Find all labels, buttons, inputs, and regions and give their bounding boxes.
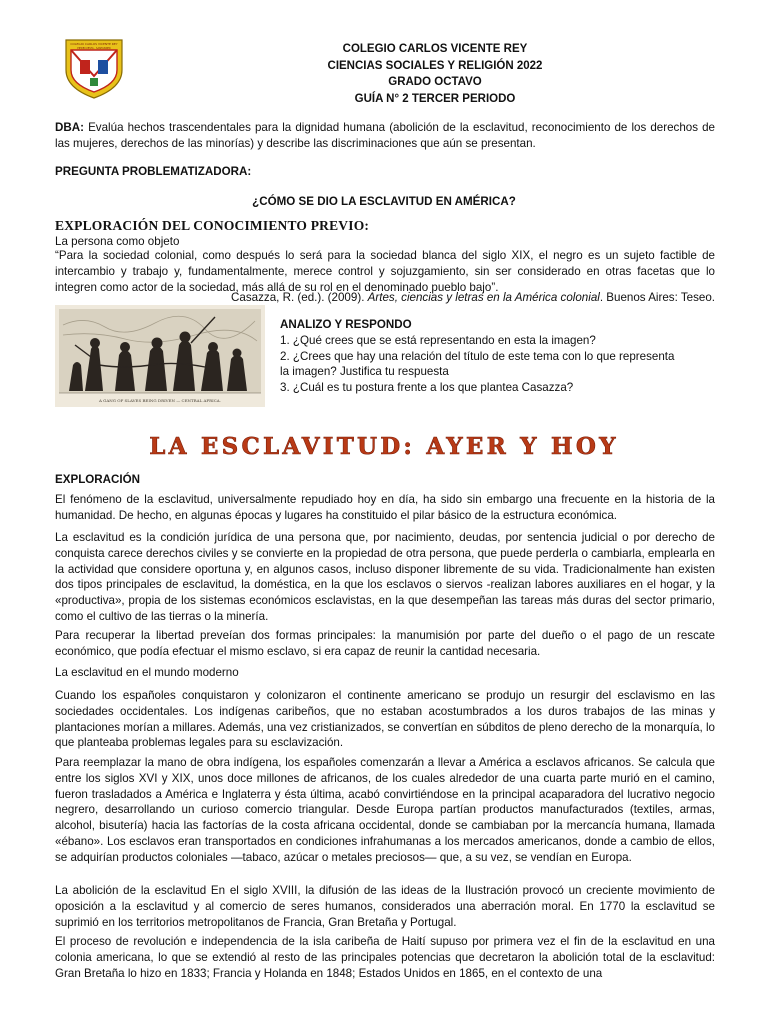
grade-name: GRADO OCTAVO [388, 76, 482, 88]
school-crest-logo [62, 36, 126, 100]
citation-title: Artes, ciencias y letras en la América colonial [367, 291, 600, 304]
analyze-question-1: 1. ¿Qué crees que se está representando en esta la imagen? [280, 333, 596, 347]
citation-author: Casazza, R. (ed.). (2009). [231, 291, 365, 304]
paragraph-4: Cuando los españoles conquistaron y colonizaron el continente americano se produjo un resurgir del esclavismo en las sociedades occidentales. Los indígenas caribeños, que no estaban acostumbrados a los duros trabajos de las minas y plantaciones morían a millares. Además, una vez cristianizados, se convertían en súbditos de pleno derecho de la monarquía, lo que planteaba problemas legales para su esclavización. [55, 689, 715, 750]
crest-bottom-text: PIEDECUESTA - SANTANDER [77, 47, 111, 50]
analyze-heading: ANALIZO Y RESPONDO [280, 318, 412, 331]
exploration-prev-subheading: La persona como objeto [55, 235, 180, 248]
dba-label: DBA: [55, 121, 84, 134]
analyze-question-2a: 2. ¿Crees que hay una relación del título de este tema con lo que representa [280, 349, 675, 363]
problem-question: ¿CÓMO SE DIO LA ESCLAVITUD EN AMÉRICA? [252, 195, 516, 208]
subject-name: CIENCIAS SOCIALES Y RELIGIÓN 2022 [327, 59, 543, 72]
paragraph-3: Para recuperar la libertad preveían dos formas principales: la manumisión por parte del dueño o el pago de un rescate económico, que podía efectuar el mismo esclavo, si era capaz de reunir la cantidad necesaria. [55, 629, 715, 658]
analyze-block [280, 317, 720, 396]
school-name: COLEGIO CARLOS VICENTE REY [342, 43, 528, 55]
illustration-caption: A GANG OF SLAVES BEING DRIVEN — CENTRAL AFRICA. [99, 398, 221, 403]
citation-place: . Buenos Aires: Teseo. [599, 291, 715, 304]
exploration-prev-heading: EXPLORACIÓN DEL CONOCIMIENTO PREVIO: [55, 218, 370, 233]
problem-label: PREGUNTA PROBLEMATIZADORA: [55, 165, 252, 178]
guide-name: GUÍA N° 2 TERCER PERIODO [354, 92, 516, 105]
paragraph-2: La esclavitud es la condición jurídica de una persona que, por nacimiento, deudas, por sentencia judicial o por derecho de conquista carece derechos civiles y se convierte en la propiedad de otra persona, que puede perderla o cambiarla, emplearla en la actividad que considere oportuna y, en algunos casos, incluso disponer libremente de su vida. Tradicionalmente han existen dos tipos principales de esclavitud, la doméstica, en la que los esclavos o siervos -realizan labores auxiliares en el hogar, y la «productiva», propia de los sistemas económicos esclavistas, en la que desempeñan las tareas más duras del sector primario, como el cultivo de las tierras o la minería. [55, 531, 715, 623]
dba-text: Evalúa hechos trascendentales para la dignidad humana (abolición de la esclavitud, reconocimiento de los derechos de las mujeres, derechos de las minorías) y describe las discriminaciones que aún se presentan. [55, 121, 715, 150]
main-title: LA ESCLAVITUD: AYER Y HOY [149, 433, 619, 460]
paragraph-1: El fenómeno de la esclavitud, universalmente repudiado hoy en día, ha sido sin embargo una frecuente en la historia de la humanidad. De hecho, en algunas épocas y lugares ha constituido el pilar básico de la estructura económica. [55, 493, 715, 522]
document-header [250, 41, 620, 107]
exploration-citation [55, 290, 715, 306]
exploracion-label: EXPLORACIÓN [55, 473, 141, 486]
subheading-modern-world: La esclavitud en el mundo moderno [55, 666, 239, 679]
crest-top-text: COLEGIO CARLOS VICENTE REY [70, 42, 118, 46]
analyze-question-3: 3. ¿Cuál es tu postura frente a los que plantea Casazza? [280, 381, 574, 395]
paragraph-7: El proceso de revolución e independencia de la isla caribeña de Haití supuso por primera vez el fin de la esclavitud en una colonia americana, lo que se extendió al resto de las principales potencias que decretaron la abolición total de la esclavitud: Gran Bretaña lo hizo en 1833; Francia y Holanda en 1848; Estados Unidos en 1865, en el contexto de una [55, 935, 715, 980]
analyze-question-2b: la imagen? Justifica tu respuesta [280, 365, 449, 379]
paragraph-6: La abolición de la esclavitud En el siglo XVIII, la difusión de las ideas de la Ilustración provocó un creciente movimiento de oposición a la esclavitud y al comercio de seres humanos, considerados una aberración moral. En 1770 la esclavitud se suprimió en los territorios metropolitanos de Francia, Gran Bretaña y Portugal. [55, 884, 715, 929]
slave-gang-engraving-image [55, 305, 265, 407]
exploration-quote: “Para la sociedad colonial, como después lo será para la sociedad blanca del siglo XIX, el negro es un sujeto factible de intercambio y trabajo y, fundamentalmente, merece control y sojuzgamiento, sin ser considerado en otras facetas que lo integren como actor de la sociedad, más allá de su rol en el denominado pueblo bajo”. [55, 249, 715, 294]
dba-block [55, 120, 715, 152]
paragraph-5: Para reemplazar la mano de obra indígena, los españoles comenzarán a llevar a América a esclavos africanos. Se calcula que entre los siglos XVI y XIX, unos doce millones de africanos, de los cuales alrededor de una cuarta parte murió en el camino, fueron trasladados a América e Inglaterra y ésta última, acabó convirtiéndose en la principal acaparadora del lucrativo negocio negrero, desarrollando un curioso comercio triangular. Desde Europa partían productos manufacturados (textiles, armas, alcohol, bisutería) hacia las factorías de la costa africana occidental, donde se cambiaban por la mercancía humana, llamada «ébano». Los esclavos eran transportados en condiciones infrahumanas a los mercados americanos, donde a cambio de ellos, se adquirían productos coloniales —tabaco, azúcar o metales preciosos— que, a su vez, se vendían en Europa. [55, 756, 715, 864]
